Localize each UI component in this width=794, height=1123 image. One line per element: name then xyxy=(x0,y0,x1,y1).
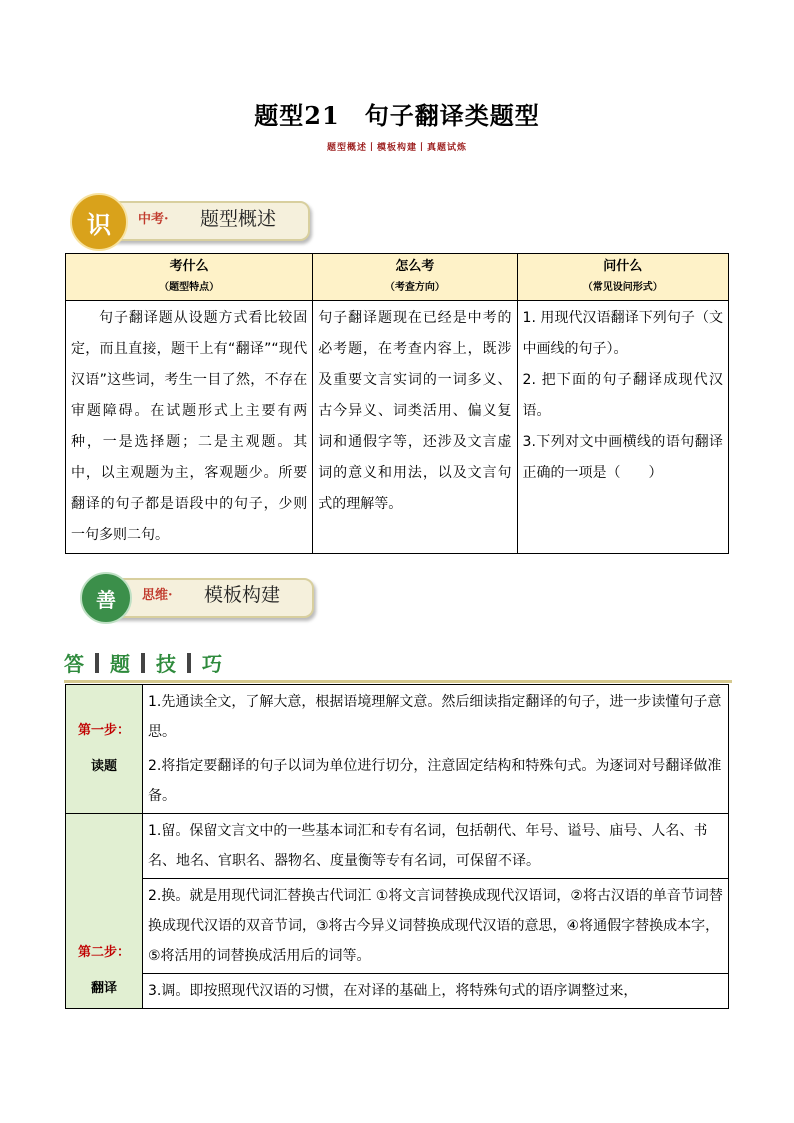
skill-divider xyxy=(141,653,145,673)
section-banner-template xyxy=(80,570,320,620)
page-title: 题型21 句子翻译类题型 xyxy=(254,101,540,130)
banner-tag: 思维· xyxy=(142,588,173,603)
overview-cell-features xyxy=(66,301,313,554)
col-title: 考什么 xyxy=(169,259,209,274)
directions-text: 句子翻译题现在已经是中考的必考题，在考查内容上，既涉及重要文言实词的一词多义、古今异义、词类活用、偏义复词和通假字等，还涉及文言虚词的意义和用法，以及文言句式的理解等。 xyxy=(318,310,512,512)
skills-underline xyxy=(64,680,732,683)
overview-cell-directions xyxy=(313,301,517,554)
step-row xyxy=(66,749,729,814)
col-title: 怎么考 xyxy=(395,259,435,274)
banner-tag: 中考· xyxy=(138,212,169,227)
skills-heading xyxy=(64,648,734,677)
step-name: 读题 xyxy=(90,759,117,774)
col-title: 问什么 xyxy=(603,259,643,274)
step-row xyxy=(66,685,729,750)
overview-col-head xyxy=(313,254,517,301)
features-text: 句子翻译题从设题方式看比较固定，而且直接，题干上有“翻译”“现代汉语”这些词，考生一目了然，不存在审题障碍。在试题形式上主要有两种，一是选择题；二是主观题。其中，以主观题为主，客观题少。所要翻译的句子都是语段中的句子，少则一句多则二句。 xyxy=(71,310,308,543)
skill-char: 技 xyxy=(156,652,176,676)
col-subtitle: （常见设问形式） xyxy=(582,282,663,293)
page-subtitle: 题型概述丨模板构建丨真题试炼 xyxy=(326,143,467,153)
step-row xyxy=(66,814,729,879)
step-name: 翻译 xyxy=(90,981,117,996)
question-item: 3.下列对文中画横线的语句翻译正确的一项是（ ） xyxy=(522,434,723,481)
overview-table xyxy=(65,253,729,554)
badge-shan: 善 xyxy=(80,572,132,624)
step-title: 第一步： xyxy=(77,723,130,738)
question-item: 1. 用现代汉语翻译下列句子（文中画线的句子）。 xyxy=(522,310,723,357)
overview-header-row xyxy=(66,254,729,301)
overview-body-row xyxy=(66,301,729,554)
section-banner-overview xyxy=(70,193,310,243)
banner-title: 题型概述 xyxy=(200,208,277,230)
step-content: 3.调。即按照现代汉语的习惯，在对译的基础上，将特殊句式的语序调整过来， xyxy=(143,974,729,1009)
col-subtitle: （题型特点） xyxy=(159,282,220,293)
step-title: 第二步： xyxy=(77,945,130,960)
step-content: 1.留。保留文言文中的一些基本词汇和专有名词，包括朝代、年号、谥号、庙号、人名、书名、地名、官职名、器物名、度量衡等专有名词，可保留不译。 xyxy=(143,814,729,879)
skill-char: 答 xyxy=(64,652,84,676)
skill-char: 题 xyxy=(110,652,130,676)
skill-char: 巧 xyxy=(202,652,222,676)
step-row xyxy=(66,974,729,1009)
steps-table xyxy=(65,684,729,1009)
step-label-translate xyxy=(66,814,143,1009)
skill-divider xyxy=(187,653,191,673)
banner-title: 模板构建 xyxy=(204,584,281,606)
overview-cell-questions xyxy=(517,301,728,554)
step-label-read xyxy=(66,685,143,814)
badge-shi: 识 xyxy=(70,193,128,251)
col-subtitle: （考查方向） xyxy=(384,282,445,293)
overview-col-head xyxy=(66,254,313,301)
step-content: 2.换。就是用现代词汇替换古代词汇 ①将文言词替换成现代汉语词，②将古汉语的单音节词替换成现代汉语的双音节词，③将古今异义词替换成现代汉语的意思，④将通假字替换成本字，⑤将活用的词替换成活用后的词等。 xyxy=(143,879,729,974)
overview-col-head xyxy=(517,254,728,301)
step-content: 1.先通读全文，了解大意，根据语境理解文意。然后细读指定翻译的句子，进一步读懂句子意思。 xyxy=(143,685,729,750)
skill-divider xyxy=(95,653,99,673)
step-content: 2.将指定要翻译的句子以词为单位进行切分，注意固定结构和特殊句式。为逐词对号翻译做准备。 xyxy=(143,749,729,814)
step-row xyxy=(66,879,729,974)
question-item: 2. 把下面的句子翻译成现代汉语。 xyxy=(522,372,723,419)
